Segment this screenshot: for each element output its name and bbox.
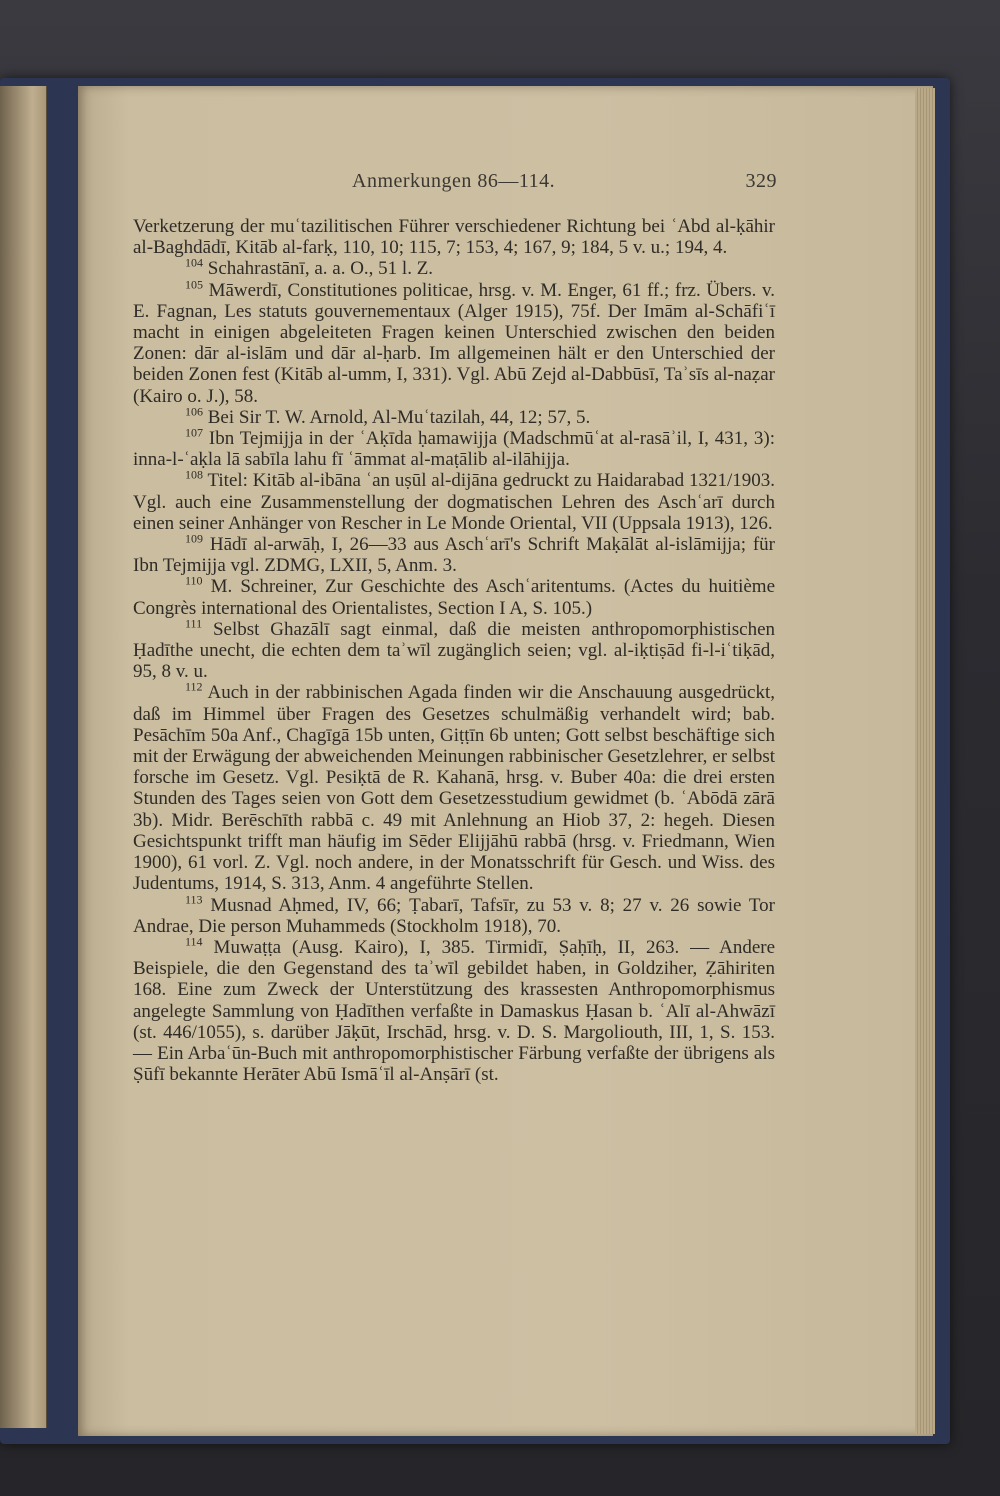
note-text: M. Schreiner, Zur Geschichte des Aschʿaritentums. (Actes du huitième Congrès international des Orientalistes, Section I A, S. 105.)	[133, 576, 776, 619]
note-number: 114	[185, 934, 203, 949]
note-number: 110	[185, 574, 203, 589]
note-text: Musnad Aḥmed, IV, 66; Ṭabarī, Tafsīr, zu 53 v. 8; 27 v. 26 sowie Tor Andrae, Die person Muhammeds (Stockholm 1918), 70.	[133, 894, 775, 937]
note-108	[133, 470, 775, 534]
note-text: Titel: Kitāb al-ibāna ʿan uṣūl al-dijāna gedruckt zu Haidarabad 1321/1903. Vgl. auch eine Zusammenstellung der dogmatischen Lehren des Aschʿarī durch einen seiner Anhänger von Rescher in Le Monde Oriental, VII (Uppsala 1913), 126.	[133, 470, 775, 534]
note-number: 113	[185, 892, 203, 907]
note-107	[133, 425, 776, 471]
header-title: Anmerkungen 86—114.	[352, 170, 556, 192]
note-113	[133, 892, 775, 937]
note-number: 112	[185, 680, 203, 695]
note-text: Bei Sir T. W. Arnold, Al-Muʿtazilah, 44, 12; 57, 5.	[207, 406, 591, 428]
facing-page-edge	[0, 86, 47, 1428]
note-105	[133, 277, 775, 407]
note-number: 105	[185, 277, 203, 292]
note-109	[133, 531, 776, 577]
note-text: Schahrastānī, a. a. O., 51 l. Z.	[207, 258, 434, 280]
note-number: 108	[185, 468, 203, 483]
note-number: 106	[185, 404, 203, 419]
note-112	[133, 682, 775, 894]
note-text: Selbst Ghazālī sagt einmal, daß die meisten anthropomorphistischen Ḥadīthe unecht, die echten dem taʾwīl zugänglich seien; vgl. al-iḳtiṣād fi-l-iʿtiḳād, 95, 8 v. u.	[133, 618, 776, 683]
note-text: Muwaṭṭa (Ausg. Kairo), I, 385. Tirmidī, Ṣaḥīḥ, II, 263. — Andere Beispiele, die den Gegenstand des taʾwīl gebildet haben, in Goldziher, Ẓāhiriten 168. Eine zum Zweck der Unterstützung des krassesten Anthropomorphismus angelegte Sammlung von Ḥadīthen verfaßte in Damaskus Ḥasan b. ʿAlī al-Ahwāzī (st. 446/1055), s. darüber Jāḳūt, Irschād, hrsg. v. D. S. Margoliouth, III, 1, S. 153. — Ein Arbaʿūn-Buch mit anthropomorphistischer Färbung verfaßte der übrigens als Ṣūfī bekannte Herāter Abū Ismāʿīl al-Anṣārī (st.	[133, 936, 776, 1086]
page-stack-edge	[915, 88, 935, 1434]
note-number: 104	[185, 256, 203, 271]
page-number: 329	[745, 170, 777, 192]
note-text: Hādī al-arwāḥ, I, 26—33 aus Aschʿarī's Schrift Maḳālāt al-islāmijja; für Ibn Tejmijja vgl. ZDMG, LXII, 5, Anm. 3.	[133, 534, 776, 577]
note-continuation	[133, 216, 775, 258]
note-number: 109	[185, 531, 203, 546]
note-text: Auch in der rabbinischen Agada finden wir die Anschauung ausgedrückt, daß im Himmel über Fragen des Gesetzes schulmäßig verhandelt wird; bab. Pesāchīm 50a Anf., Chagīgā 15b unten, Giṭṭīn 6b unten; Gott selbst beschäftige sich mit der Erwägung der abweichenden Meinungen rabbinischer Gesetzlehrer, er selbst forsche im Gesetz. Vgl. Pesiḳtā de R. Kahanā, hrsg. v. Buber 40a: die drei ersten Stunden des Tages seien von Gott dem Gesetzesstudium gewidmet (b. ʿAbōdā zārā 3b). Midr. Berēschīth rabbā c. 49 mit Anlehnung an Hiob 37, 2: hegeh. Diesen Gesichtspunkt trifft man häufig im Sēder Elijjāhū rabbā (hrsg. v. Friedmann, Wien 1900), 61 vorl. Z. Vgl. noch andere, in der Monatsschrift für Gesch. und Wiss. des Judentums, 1914, S. 313, Anm. 4 angeführte Stellen.	[133, 682, 776, 895]
note-text: Māwerdī, Constitutiones politicae, hrsg. v. M. Enger, 61 ff.; frz. Übers. v. E. Fagnan, Les statuts gouvernementaux (Alger 1915), 75f. Der Imām al-Schāfiʿī macht in einigen abgeleiteten Fragen keinen Unterschied zwischen den beiden Zonen: dār al-islām und dār al-ḥarb. Im allgemeinen hält er den Unterschied der beiden Zonen fest (Kitāb al-umm, I, 331). Vgl. Abū Zejd al-Dabbūsī, Taʾsīs al-naẓar (Kairo o. J.), 58.	[133, 279, 775, 407]
note-111	[133, 616, 776, 683]
note-104	[133, 258, 775, 279]
note-110	[133, 576, 775, 618]
note-106	[133, 404, 775, 428]
footnotes-body	[133, 216, 775, 1085]
note-text: Ibn Tejmijja in der ʿAḳīda ḥamawijja (Madschmūʿat al-rasāʾil, I, 431, 3): inna-l-ʿaḳla lā sabīla lahu fī ʿāmmat al-maṭālib al-ilāhijja.	[133, 428, 776, 471]
note-114	[133, 934, 776, 1086]
note-text: Verketzerung der muʿtazilitischen Führer verschiedener Richtung bei ʿAbd al-ḳāhir al-Baghdādī, Kitāb al-farḳ, 110, 10; 115, 7; 153, 4; 167, 9; 184, 5 v. u.; 194, 4.	[133, 216, 775, 259]
note-number: 107	[185, 425, 203, 440]
note-number: 111	[185, 616, 203, 631]
